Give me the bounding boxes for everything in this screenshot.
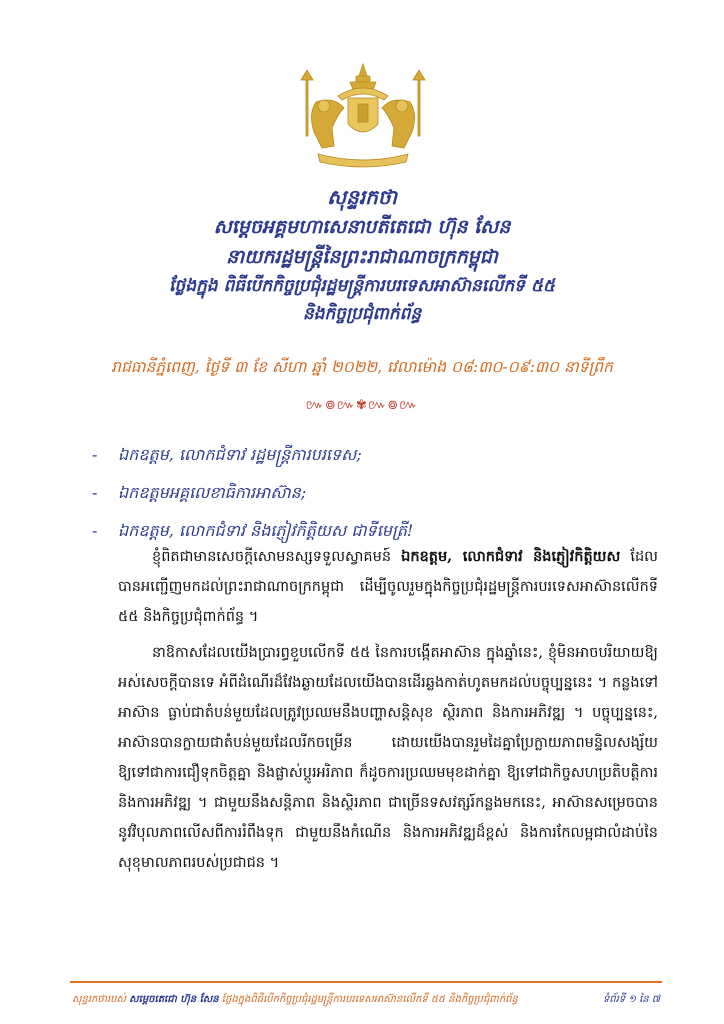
speech-body [118,542,658,884]
title-line-4: ថ្លែងក្នុង ពិធីបើកកិច្ចប្រជុំរដ្ឋមន្ត្រីការបរទេសអាស៊ានលើកទី ៥៥ [169,276,555,296]
footer-caption: សុន្ទរកថារបស់ សម្តេចតេជោ ហ៊ុន សែន ថ្លែងក្នុងពិធីបើកកិច្ចប្រជុំរដ្ឋមន្ត្រីការបរទេសអាស៊ានលើកទី ៥៥ និងកិច្ចប្រជុំពាក់ព័ន្ធ [72,994,518,1005]
salutation-list [92,436,692,550]
royal-arms-icon [298,62,428,170]
paragraph-1: ខ្ញុំពិតជាមានសេចក្តីសោមនស្សទទួលស្វាគមន៍ ឯកឧត្តម, លោកជំទាវ និងភ្ញៀវកិត្តិយស ដែលបានអញ្ជើញមកដល់ព្រះរាជាណាចក្រកម្ពុជា ដើម្បីចូលរួមក្នុងកិច្ចប្រជុំរដ្ឋមន្ត្រីការបរទេសអាស៊ានលើកទី ៥៥ និងកិច្ចប្រជុំពាក់ព័ន្ធ ។ [118,548,658,625]
honorific-bold: ឯកឧត្តម, លោកជំទាវ និងភ្ញៀវកិត្តិយស [401,548,621,565]
title-line-1: សុន្ទរកថា [327,185,397,209]
date-location-line: រាជធានីភ្នំពេញ, ថ្ងៃទី ៣ ខែ សីហា ឆ្នាំ ២០២២, វេលាម៉ោង ០៨:៣០-០៩:៣០ នាទីព្រឹក [111,358,613,376]
page-footer [72,992,660,1007]
ornament-divider: ៚៙៚✾៚៙៚ [305,398,419,413]
speech-heading [40,182,684,328]
salutation-item: - ឯកឧត្តម, លោកជំទាវ និងភ្ញៀវកិត្តិយស ជាទីមេត្រី! [92,521,414,540]
page-number: ទំព័រទី ១ នៃ ៧ [602,994,660,1005]
salutation-item: - ឯកឧត្តមអគ្គលេខាធិការអាស៊ាន; [92,483,307,502]
title-line-3: នាយករដ្ឋមន្ត្រីនៃព្រះរាជាណាចក្រកម្ពុជា [226,246,498,268]
salutation-item: - ឯកឧត្តម, លោកជំទាវ រដ្ឋមន្ត្រីការបរទេស; [92,445,362,464]
footer-divider [70,981,662,983]
title-line-2: សម្តេចអគ្គមហាសេនាបតីតេជោ ហ៊ុន សែន [213,216,511,238]
title-line-5: និងកិច្ចប្រជុំពាក់ព័ន្ធ [302,304,422,324]
paragraph-2: នាឱកាសដែលយើងប្រារព្ធខួបលើកទី ៥៥ នៃការបង្កើតអាស៊ាន ក្នុងឆ្នាំនេះ, ខ្ញុំមិនអាចបរិយាយឱ្យអស់សេចក្តីបានទេ អំពីដំណើរដ៏វែងឆ្ងាយដែលយើងបានដើរឆ្លងកាត់ហូតមកដល់បច្ចុប្បន្ននេះ ។ កន្លងទៅ អាស៊ាន ធ្លាប់ជាតំបន់មួយដែលត្រូវប្រឈមនឹងបញ្ហាសន្តិសុខ ស្ថិរភាព និងការអភិវឌ្ឍ ។ បច្ចុប្បន្ននេះ, អាស៊ានបានក្លាយជាតំបន់មួយដែលរីកចម្រើន ដោយយើងបានរួមដៃគ្នាប្រែក្លាយភាពមន្ទិលសង្ស័យ ឱ្យទៅជាការជឿទុកចិត្តគ្នា និងផ្លាស់ប្តូរអរិភាព ក៏ដូចការប្រឈមមុខដាក់គ្នា ឱ្យទៅជាកិច្ចសហប្រតិបត្តិការ និងការអភិវឌ្ឍ ។ ជាមួយនឹងសន្តិភាព និងស្ថិរភាព ជាច្រើនទសវត្សរ៍កន្លងមកនេះ, អាស៊ានសម្រេចបាននូវវិបុលភាពលើសពីការរំពឹងទុក ជាមួយនឹងកំណើន និងការអភិវឌ្ឍដ៏ខ្ពស់ និងការកែលម្អជាលំដាប់នៃសុខុមាលភាពរបស់ប្រជាជន ។ [118,645,658,871]
